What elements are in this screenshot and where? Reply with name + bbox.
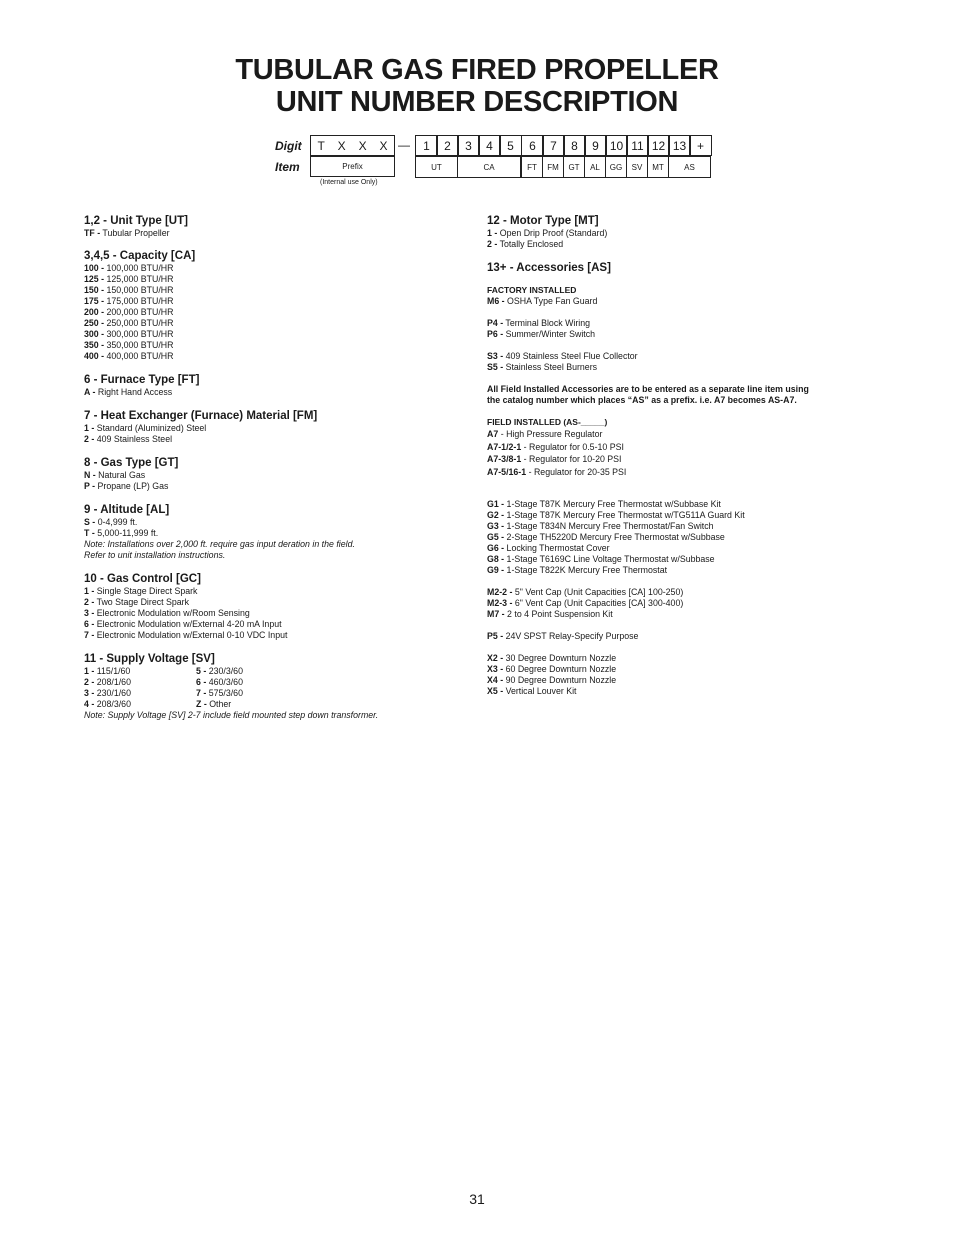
- accessory-text: 2 to 4 Point Suspension Kit: [504, 609, 613, 619]
- accessory-text: 1-Stage T822K Mercury Free Thermostat: [504, 565, 668, 575]
- item-cell: CA: [457, 156, 521, 178]
- accessory-text: OSHA Type Fan Guard: [504, 296, 598, 306]
- digit-cell: 12: [647, 135, 670, 156]
- page-number: 31: [469, 1191, 485, 1207]
- accessory-text: Summer/Winter Switch: [503, 329, 596, 339]
- accessory-code: G1 -: [487, 499, 505, 509]
- altitude-row: [84, 528, 464, 539]
- altitude-row: [84, 517, 464, 528]
- motor-type-text: Open Drip Proof (Standard): [497, 228, 608, 238]
- accessory-row: [487, 532, 867, 543]
- gas-control-row: [84, 619, 464, 630]
- capacity-text: 400,000 BTU/HR: [104, 351, 174, 361]
- accessory-code: G2 -: [487, 510, 505, 520]
- unit-type-code: TF -: [84, 228, 101, 238]
- capacity-row: [84, 285, 464, 296]
- capacity-code: 150 -: [84, 285, 105, 295]
- spacer: [487, 620, 867, 631]
- unit-type-text: Tubular Propeller: [100, 228, 170, 238]
- item-cell: SV: [626, 156, 648, 178]
- prefix-item: Prefix: [310, 156, 395, 177]
- supply-voltage-code: 1 -: [84, 666, 95, 676]
- capacity-row: [84, 274, 464, 285]
- accessory-code: M2-2 -: [487, 587, 513, 597]
- accessory-code: G3 -: [487, 521, 505, 531]
- gas-control-code: 1 -: [84, 586, 95, 596]
- capacity-text: 200,000 BTU/HR: [104, 307, 174, 317]
- altitude-heading: 9 - Altitude [AL]: [84, 504, 170, 516]
- digit-cell: 6: [521, 135, 544, 156]
- accessory-row: [487, 428, 867, 441]
- accessory-row: [487, 664, 867, 675]
- prefix-digits-box: [310, 135, 395, 156]
- unit-type-section: [84, 215, 464, 239]
- altitude-text: 0-4,999 ft.: [95, 517, 138, 527]
- supply-voltage-code: 5 -: [196, 666, 207, 676]
- item-cell: FM: [542, 156, 564, 178]
- supply-voltage-text: 208/1/60: [94, 677, 131, 687]
- heat-exchanger-text: 409 Stainless Steel: [94, 434, 173, 444]
- accessory-text: Vertical Louver Kit: [503, 686, 577, 696]
- accessory-row: [487, 351, 867, 362]
- internal-use-note: (Internal use Only): [320, 179, 378, 186]
- capacity-text: 150,000 BTU/HR: [104, 285, 174, 295]
- accessory-code: M7 -: [487, 609, 505, 619]
- supply-voltage-section: [84, 653, 464, 721]
- motor-type-text: Totally Enclosed: [497, 239, 564, 249]
- accessory-row: [487, 453, 867, 466]
- accessory-code: M6 -: [487, 296, 505, 306]
- accessory-text: 409 Stainless Steel Flue Collector: [503, 351, 638, 361]
- gas-type-row: [84, 481, 464, 492]
- accessory-code: P6 -: [487, 329, 504, 339]
- digit-label: Digit: [275, 139, 302, 153]
- field-installed-note: All Field Installed Accessories are to be entered as a separate line item using the catalog number which places “AS” as a prefix. i.e. A7 becomes AS-A7.: [487, 384, 809, 405]
- capacity-text: 125,000 BTU/HR: [104, 274, 174, 284]
- unit-type-heading: 1,2 - Unit Type [UT]: [84, 215, 188, 227]
- capacity-row: [84, 263, 464, 274]
- gas-control-code: 2 -: [84, 597, 95, 607]
- gas-type-heading: 8 - Gas Type [GT]: [84, 457, 179, 469]
- spacer: [487, 275, 867, 285]
- spacer: [487, 340, 867, 351]
- supply-voltage-text: 575/3/60: [206, 688, 243, 698]
- supply-voltage-text: 460/3/60: [206, 677, 243, 687]
- digit-cell: 11: [626, 135, 649, 156]
- heat-exchanger-heading: 7 - Heat Exchanger (Furnace) Material [FM]: [84, 410, 318, 422]
- motor-type-row: [487, 228, 867, 239]
- accessory-text: 1-Stage T6169C Line Voltage Thermostat w/Subbase: [504, 554, 715, 564]
- accessory-text: 90 Degree Downturn Nozzle: [503, 675, 617, 685]
- supply-voltage-row: [84, 677, 196, 688]
- accessory-code: X3 -: [487, 664, 504, 674]
- item-cell: UT: [415, 156, 458, 178]
- spacer: [487, 307, 867, 318]
- item-cell: AS: [668, 156, 711, 178]
- accessory-text: - Regulator for 20-35 PSI: [526, 466, 627, 477]
- digit-cell: 2: [436, 135, 459, 156]
- gas-control-text: Electronic Modulation w/Room Sensing: [94, 608, 250, 618]
- digit-cell: 7: [542, 135, 565, 156]
- supply-voltage-row: [84, 666, 196, 677]
- supply-voltage-text: 230/3/60: [206, 666, 243, 676]
- capacity-row: [84, 318, 464, 329]
- capacity-row: [84, 296, 464, 307]
- accessory-row: [487, 609, 867, 620]
- accessory-code: X4 -: [487, 675, 504, 685]
- capacity-text: 350,000 BTU/HR: [104, 340, 174, 350]
- capacity-row: [84, 329, 464, 340]
- accessory-text: - Regulator for 0.5-10 PSI: [521, 441, 624, 452]
- supply-voltage-text: Other: [206, 699, 232, 709]
- digit-cell: 4: [478, 135, 501, 156]
- accessory-code: A7-3/8-1: [487, 454, 522, 464]
- accessory-row: [487, 675, 867, 686]
- altitude-code: T -: [84, 528, 95, 538]
- digit-cell: +: [689, 135, 712, 156]
- motor-type-code: 2 -: [487, 239, 498, 249]
- item-label: Item: [275, 160, 300, 174]
- accessory-text: 60 Degree Downturn Nozzle: [503, 664, 617, 674]
- supply-voltage-col1: [84, 666, 196, 710]
- heat-exchanger-code: 1 -: [84, 423, 95, 433]
- accessory-code: A7-1/2-1: [487, 441, 522, 452]
- digit-cell: 3: [457, 135, 480, 156]
- accessory-row: [487, 362, 867, 373]
- left-column: [84, 215, 464, 731]
- capacity-row: [84, 351, 464, 362]
- accessory-row: [487, 296, 867, 307]
- supply-voltage-code: 7 -: [196, 688, 207, 698]
- accessory-text: - High Pressure Regulator: [498, 429, 603, 439]
- accessory-text: 1-Stage T87K Mercury Free Thermostat w/TG511A Guard Kit: [504, 510, 745, 520]
- supply-voltage-heading: 11 - Supply Voltage [SV]: [84, 653, 215, 665]
- supply-voltage-text: 208/3/60: [94, 699, 131, 709]
- altitude-note: Note: Installations over 2,000 ft. require gas input deration in the field.: [84, 539, 355, 549]
- supply-voltage-code: Z -: [196, 699, 207, 709]
- furnace-type-section: [84, 374, 464, 398]
- accessory-code: G6 -: [487, 543, 505, 553]
- capacity-code: 175 -: [84, 296, 105, 306]
- accessory-row: [487, 499, 867, 510]
- gas-control-row: [84, 608, 464, 619]
- motor-type-code: 1 -: [487, 228, 498, 238]
- accessory-row: [487, 318, 867, 329]
- accessory-row: [487, 441, 867, 454]
- supply-voltage-row: [196, 699, 243, 710]
- gas-control-row: [84, 586, 464, 597]
- accessory-row: [487, 653, 867, 664]
- title-line-1: TUBULAR GAS FIRED PROPELLER: [235, 54, 719, 86]
- furnace-type-code: A -: [84, 387, 96, 397]
- spacer: [487, 576, 867, 587]
- accessory-code: P4 -: [487, 318, 504, 328]
- accessory-text: 5" Vent Cap (Unit Capacities [CA] 100-250): [512, 587, 684, 597]
- accessory-text: 6" Vent Cap (Unit Capacities [CA] 300-400): [512, 598, 684, 608]
- altitude-note: Refer to unit installation instructions.: [84, 550, 226, 560]
- gas-control-text: Electronic Modulation w/External 0-10 VDC Input: [94, 630, 288, 640]
- prefix-digit: X: [379, 138, 388, 153]
- supply-voltage-code: 6 -: [196, 677, 207, 687]
- item-cell: MT: [647, 156, 669, 178]
- accessory-code: X5 -: [487, 686, 504, 696]
- accessory-code: P5 -: [487, 631, 504, 641]
- accessory-code: X2 -: [487, 653, 504, 663]
- furnace-type-text: Right Hand Access: [95, 387, 173, 397]
- altitude-section: [84, 504, 464, 561]
- accessory-row: [487, 565, 867, 576]
- heat-exchanger-row: [84, 434, 464, 445]
- capacity-row: [84, 340, 464, 351]
- accessory-row: [487, 329, 867, 340]
- accessory-code: S3 -: [487, 351, 504, 361]
- furnace-type-heading: 6 - Furnace Type [FT]: [84, 374, 200, 386]
- accessory-row: [487, 631, 867, 642]
- capacity-row: [84, 307, 464, 318]
- right-column: [487, 215, 867, 707]
- spacer: [487, 642, 867, 653]
- gas-control-section: [84, 573, 464, 641]
- accessory-code: S5 -: [487, 362, 504, 372]
- capacity-code: 300 -: [84, 329, 105, 339]
- motor-type-row: [487, 239, 867, 250]
- supply-voltage-text: 115/1/60: [94, 666, 131, 676]
- accessory-row: [487, 466, 867, 479]
- accessories-section: [487, 262, 867, 697]
- accessory-text: 1-Stage T834N Mercury Free Thermostat/Fan Switch: [504, 521, 714, 531]
- capacity-code: 100 -: [84, 263, 105, 273]
- capacity-code: 400 -: [84, 351, 105, 361]
- accessories-heading: 13+ - Accessories [AS]: [487, 262, 611, 274]
- motor-type-heading: 12 - Motor Type [MT]: [487, 215, 599, 227]
- capacity-section: [84, 250, 464, 362]
- item-cell: GG: [605, 156, 627, 178]
- gas-control-code: 7 -: [84, 630, 95, 640]
- gas-control-row: [84, 630, 464, 641]
- altitude-code: S -: [84, 517, 96, 527]
- digit-cell: 9: [584, 135, 607, 156]
- gas-control-text: Two Stage Direct Spark: [94, 597, 189, 607]
- digit-cell: 10: [605, 135, 628, 156]
- capacity-code: 200 -: [84, 307, 105, 317]
- digit-cell: 5: [499, 135, 522, 156]
- unit-type-row: [84, 228, 464, 239]
- item-cell: FT: [521, 156, 543, 178]
- supply-voltage-code: 3 -: [84, 688, 95, 698]
- digit-dash: —: [398, 138, 410, 152]
- supply-voltage-code: 2 -: [84, 677, 95, 687]
- item-cell: GT: [563, 156, 585, 178]
- accessory-text: 30 Degree Downturn Nozzle: [503, 653, 617, 663]
- gas-control-code: 3 -: [84, 608, 95, 618]
- digit-grid: [0, 0, 954, 200]
- accessory-code: A7: [487, 429, 499, 439]
- capacity-text: 175,000 BTU/HR: [104, 296, 174, 306]
- supply-voltage-text: 230/1/60: [94, 688, 131, 698]
- prefix-digit: X: [358, 138, 367, 153]
- gas-control-heading: 10 - Gas Control [GC]: [84, 573, 201, 585]
- accessory-code: G8 -: [487, 554, 505, 564]
- supply-voltage-grid: [84, 666, 464, 710]
- capacity-heading: 3,4,5 - Capacity [CA]: [84, 250, 196, 262]
- title-line-2: UNIT NUMBER DESCRIPTION: [275, 86, 679, 118]
- supply-voltage-row: [196, 677, 243, 688]
- accessory-code: G9 -: [487, 565, 505, 575]
- capacity-text: 300,000 BTU/HR: [104, 329, 174, 339]
- supply-voltage-row: [84, 699, 196, 710]
- accessory-row: [487, 521, 867, 532]
- accessory-text: 24V SPST Relay-Specify Purpose: [503, 631, 639, 641]
- capacity-code: 250 -: [84, 318, 105, 328]
- heat-exchanger-section: [84, 410, 464, 445]
- accessory-row: [487, 510, 867, 521]
- accessory-row: [487, 543, 867, 554]
- furnace-type-row: [84, 387, 464, 398]
- accessory-text: Locking Thermostat Cover: [504, 543, 610, 553]
- digit-cell: 8: [563, 135, 586, 156]
- accessory-text: 1-Stage T87K Mercury Free Thermostat w/Subbase Kit: [504, 499, 721, 509]
- accessory-code: M2-3 -: [487, 598, 513, 608]
- prefix-digit: T: [317, 138, 325, 153]
- capacity-text: 250,000 BTU/HR: [104, 318, 174, 328]
- gas-control-text: Electronic Modulation w/External 4-20 mA Input: [94, 619, 282, 629]
- digit-cell: 1: [415, 135, 438, 156]
- gas-type-text: Natural Gas: [95, 470, 146, 480]
- accessory-text: - Regulator for 10-20 PSI: [521, 454, 622, 464]
- heat-exchanger-code: 2 -: [84, 434, 95, 444]
- factory-installed-label: FACTORY INSTALLED: [487, 285, 577, 295]
- accessory-row: [487, 598, 867, 609]
- prefix-digit: X: [337, 138, 346, 153]
- capacity-text: 100,000 BTU/HR: [104, 263, 174, 273]
- spacer: [487, 373, 867, 384]
- accessory-code: A7-5/16-1: [487, 466, 527, 477]
- supply-voltage-code: 4 -: [84, 699, 95, 709]
- supply-voltage-row: [196, 688, 243, 699]
- capacity-code: 350 -: [84, 340, 105, 350]
- field-group-regulators: [487, 428, 867, 478]
- gas-control-row: [84, 597, 464, 608]
- field-installed-label: FIELD INSTALLED (AS-_____): [487, 417, 608, 427]
- heat-exchanger-row: [84, 423, 464, 434]
- accessory-code: G5 -: [487, 532, 505, 542]
- gas-control-code: 6 -: [84, 619, 95, 629]
- gas-type-row: [84, 470, 464, 481]
- motor-type-section: [487, 215, 867, 250]
- accessory-row: [487, 587, 867, 598]
- gas-control-text: Single Stage Direct Spark: [94, 586, 198, 596]
- item-cell: AL: [584, 156, 606, 178]
- gas-type-code: P -: [84, 481, 96, 491]
- altitude-text: 5,000-11,999 ft.: [94, 528, 159, 538]
- spacer: [487, 478, 867, 499]
- accessory-text: Terminal Block Wiring: [503, 318, 590, 328]
- gas-type-section: [84, 457, 464, 492]
- accessory-row: [487, 686, 867, 697]
- supply-voltage-row: [84, 688, 196, 699]
- gas-type-text: Propane (LP) Gas: [95, 481, 169, 491]
- accessory-row: [487, 554, 867, 565]
- supply-voltage-row: [196, 666, 243, 677]
- digit-cell: 13: [668, 135, 691, 156]
- spacer: [487, 406, 867, 417]
- gas-type-code: N -: [84, 470, 96, 480]
- accessory-text: 2-Stage TH5220D Mercury Free Thermostat w/Subbase: [504, 532, 725, 542]
- heat-exchanger-text: Standard (Aluminized) Steel: [94, 423, 207, 433]
- capacity-code: 125 -: [84, 274, 105, 284]
- supply-voltage-note: Note: Supply Voltage [SV] 2-7 include field mounted step down transformer.: [84, 710, 379, 720]
- accessory-text: Stainless Steel Burners: [503, 362, 598, 372]
- supply-voltage-col2: [196, 666, 243, 710]
